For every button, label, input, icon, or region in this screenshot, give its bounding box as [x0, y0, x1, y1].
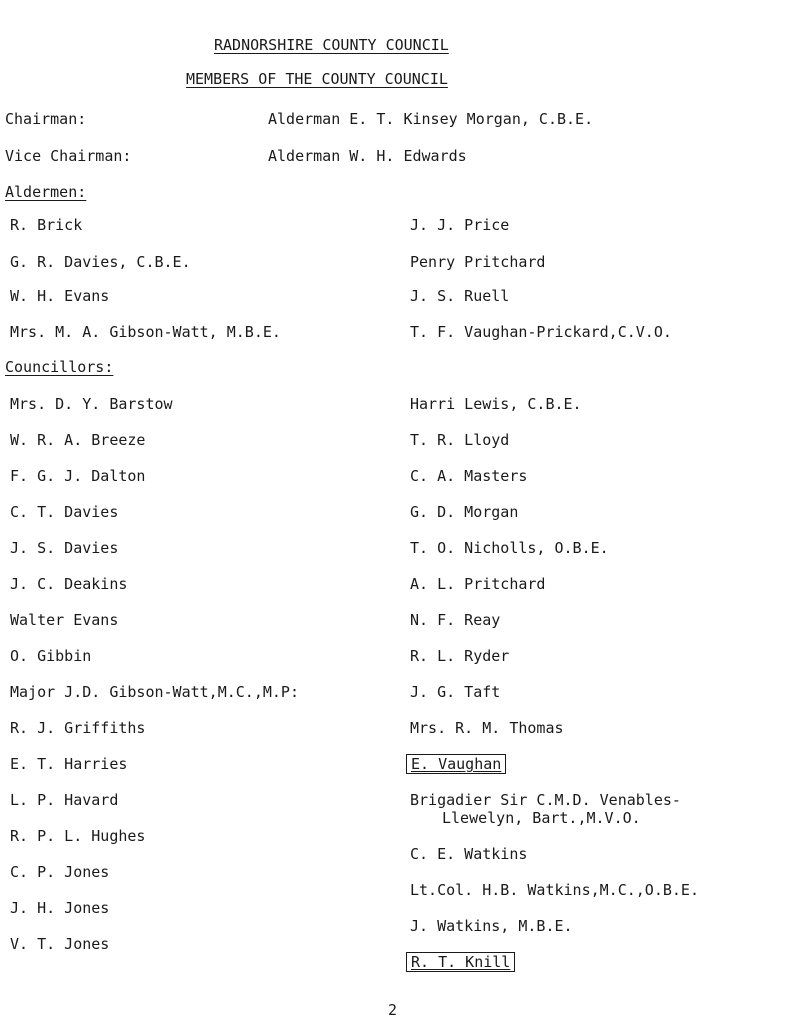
councillor-name-boxed: R. T. Knill [406, 952, 515, 972]
alderman-name: W. H. Evans [10, 287, 110, 305]
councillor-name: C. P. Jones [10, 863, 110, 881]
vice-chairman-name: Alderman W. H. Edwards [268, 147, 467, 165]
councillor-name: Mrs. R. M. Thomas [410, 719, 564, 737]
councillor-name: O. Gibbin [10, 647, 92, 665]
councillor-name: J. C. Deakins [10, 575, 128, 593]
councillor-name: L. P. Havard [10, 791, 119, 809]
councillor-name-continued: Llewelyn, Bart.,M.V.O. [442, 809, 641, 827]
vice-chairman-label: Vice Chairman: [5, 147, 132, 165]
chairman-name: Alderman E. T. Kinsey Morgan, C.B.E. [268, 110, 594, 128]
councillor-name: W. R. A. Breeze [10, 431, 146, 449]
councillor-name: A. L. Pritchard [410, 575, 546, 593]
councillor-name: Harri Lewis, C.B.E. [410, 395, 582, 413]
councillor-name: V. T. Jones [10, 935, 110, 953]
councillor-name-boxed: E. Vaughan [406, 754, 506, 774]
councillor-name: Major J.D. Gibson-Watt,M.C.,M.P: [10, 683, 299, 701]
councillor-name: C. A. Masters [410, 467, 528, 485]
aldermen-heading: Aldermen: [5, 183, 87, 201]
councillor-name: C. E. Watkins [410, 845, 528, 863]
councillor-name: T. R. Lloyd [410, 431, 510, 449]
chairman-label: Chairman: [5, 110, 87, 128]
councillor-name: Lt.Col. H.B. Watkins,M.C.,O.B.E. [410, 881, 699, 899]
councillor-name: E. T. Harries [10, 755, 128, 773]
councillor-name: F. G. J. Dalton [10, 467, 146, 485]
alderman-name: Penry Pritchard [410, 253, 546, 271]
councillor-name: R. J. Griffiths [10, 719, 146, 737]
councillor-name: J. Watkins, M.B.E. [410, 917, 573, 935]
councillors-heading: Councillors: [5, 358, 114, 376]
councillor-name: Brigadier Sir C.M.D. Venables- [410, 791, 681, 809]
councillor-name: J. S. Davies [10, 539, 119, 557]
councillor-name: C. T. Davies [10, 503, 119, 521]
councillor-name: N. F. Reay [410, 611, 501, 629]
councillor-name: G. D. Morgan [410, 503, 519, 521]
alderman-name: Mrs. M. A. Gibson-Watt, M.B.E. [10, 323, 281, 341]
document-subtitle: MEMBERS OF THE COUNTY COUNCIL [186, 70, 448, 88]
alderman-name: G. R. Davies, C.B.E. [10, 253, 191, 271]
councillor-name: T. O. Nicholls, O.B.E. [410, 539, 609, 557]
alderman-name: J. J. Price [410, 216, 510, 234]
councillor-name: J. G. Taft [410, 683, 501, 701]
councillor-name: R. L. Ryder [410, 647, 510, 665]
councillor-name: J. H. Jones [10, 899, 110, 917]
council-title: RADNORSHIRE COUNTY COUNCIL [214, 36, 449, 54]
alderman-name: T. F. Vaughan-Prickard,C.V.O. [410, 323, 672, 341]
alderman-name: J. S. Ruell [410, 287, 510, 305]
councillor-name: Walter Evans [10, 611, 119, 629]
alderman-name: R. Brick [10, 216, 83, 234]
councillor-name: Mrs. D. Y. Barstow [10, 395, 173, 413]
page-number: 2 [388, 1001, 398, 1019]
councillor-name: R. P. L. Hughes [10, 827, 146, 845]
